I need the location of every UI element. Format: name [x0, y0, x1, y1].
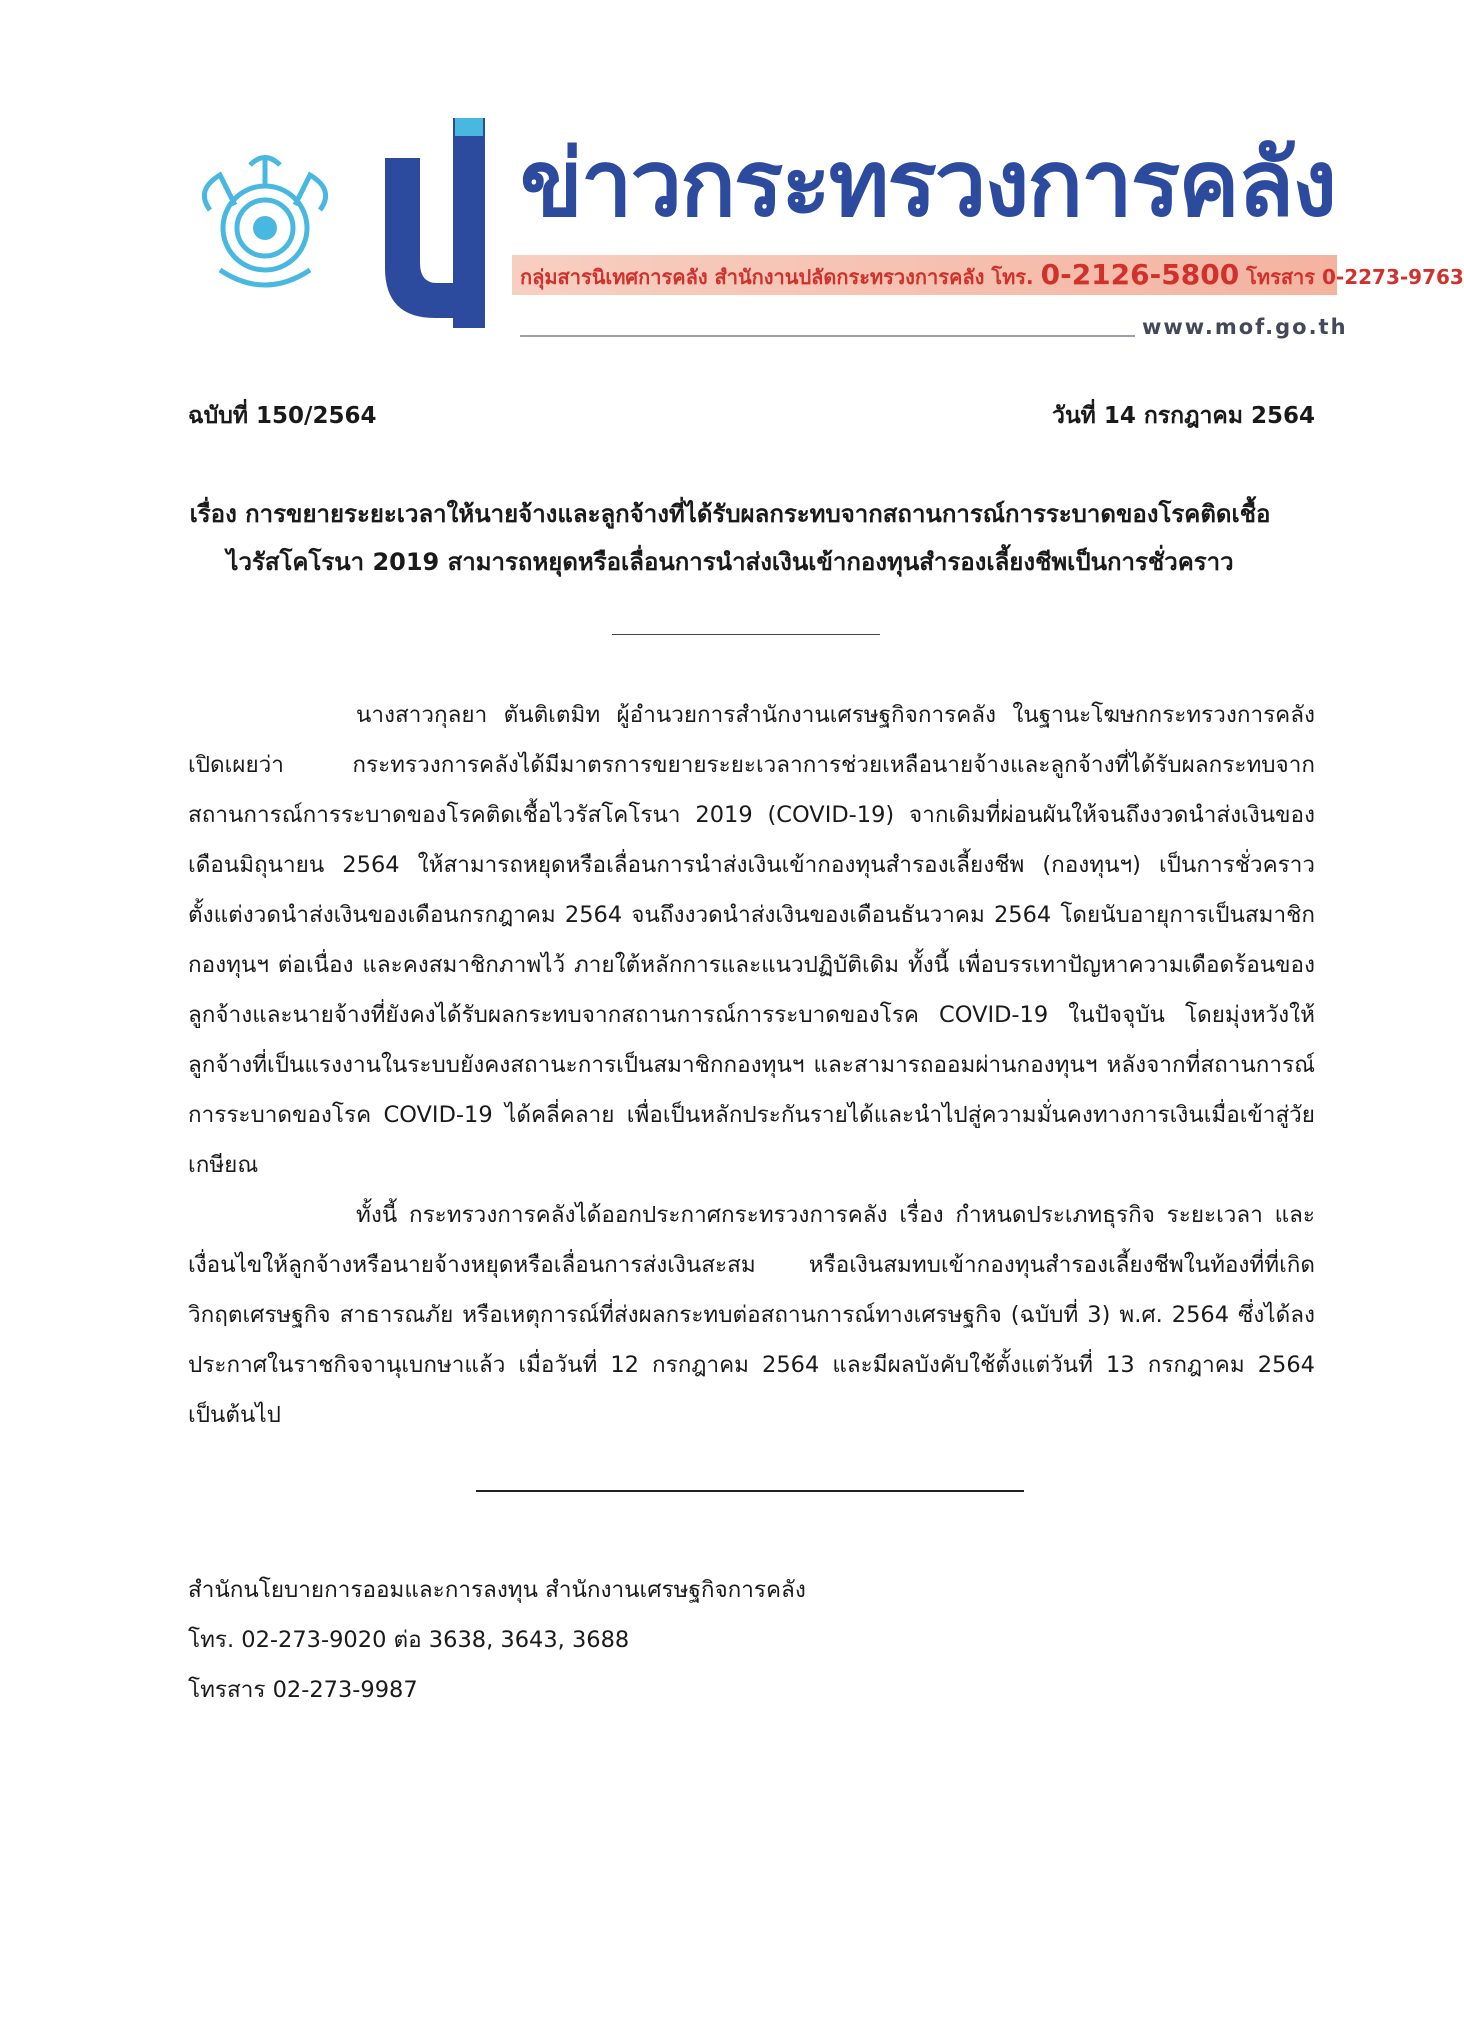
footer-office: สำนักนโยบายการออมและการลงทุน สำนักงานเศรษฐกิจการคลัง — [188, 1577, 806, 1603]
masthead-tel-label: โทร. — [991, 265, 1034, 289]
masthead-tel-number: 0-2126-5800 — [1040, 258, 1240, 291]
masthead-website: www.mof.go.th — [1142, 315, 1348, 339]
subject-line-1: เรื่อง การขยายระยะเวลาให้นายจ้างและลูกจ้างที่ได้รับผลกระทบจากสถานการณ์การระบาดของโรคติดเชื้อ — [189, 500, 1271, 528]
masthead-divider — [520, 335, 1135, 337]
masthead-org: กลุ่มสารนิเทศการคลัง สำนักงานปลัดกระทรวงการคลัง — [520, 265, 985, 289]
subject-heading — [150, 490, 1310, 586]
end-divider — [476, 1490, 1024, 1492]
article-body — [188, 690, 1315, 1440]
paragraph-1: นางสาวกุลยา ตันติเตมิท ผู้อำนวยการสำนักงานเศรษฐกิจการคลัง ในฐานะโฆษกกระทรวงการคลังเปิดเผยว่า กระทรวงการคลังได้มีมาตรการขยายระยะเวลาการช่วยเหลือนายจ้างและลูกจ้างที่ได้รับผลกระทบจากสถานการณ์การระบาดของโรคติดเชื้อไวรัสโคโรนา 2019 (COVID-19) จากเดิมที่ผ่อนผันให้จนถึงงวดนำส่งเงินของเดือนมิถุนายน 2564 ให้สามารถหยุดหรือเลื่อนการนำส่งเงินเข้ากองทุนสำรองเลี้ยงชีพ (กองทุนฯ) เป็นการชั่วคราว ตั้งแต่งวดนำส่งเงินของเดือนกรกฎาคม 2564 จนถึงงวดนำส่งเงินของเดือนธันวาคม 2564 โดยนับอายุการเป็นสมาชิกกองทุนฯ ต่อเนื่อง และคงสมาชิกภาพไว้ ภายใต้หลักการและแนวปฏิบัติเดิม ทั้งนี้ เพื่อบรรเทาปัญหาความเดือดร้อนของลูกจ้างและนายจ้างที่ยังคงได้รับผลกระทบจากสถานการณ์การระบาดของโรค COVID-19 ในปัจจุบัน โดยมุ่งหวังให้ลูกจ้างที่เป็นแรงงานในระบบยังคงสถานะการเป็นสมาชิกกองทุนฯ และสามารถออมผ่านกองทุนฯ หลังจากที่สถานการณ์การระบาดของโรค COVID-19 ได้คลี่คลาย เพื่อเป็นหลักประกันรายได้และนำไปสู่ความมั่นคงทางการเงินเมื่อเข้าสู่วัยเกษียณ — [188, 702, 1315, 1178]
contact-footer — [188, 1565, 806, 1715]
issue-number: ฉบับที่ 150/2564 — [188, 403, 377, 429]
masthead — [190, 110, 1464, 340]
masthead-fax-number: 0-2273-9763 — [1321, 265, 1464, 289]
masthead-fax-label: โทรสาร — [1246, 265, 1316, 289]
subject-divider — [612, 634, 880, 635]
masthead-logo-mark — [385, 118, 505, 328]
subject-line-2: ไวรัสโคโรนา 2019 สามารถหยุดหรือเลื่อนการนำส่งเงินเข้ากองทุนสำรองเลี้ยงชีพเป็นการชั่วคราว — [226, 548, 1234, 576]
footer-phone: โทร. 02-273-9020 ต่อ 3638, 3643, 3688 — [188, 1627, 630, 1653]
masthead-contact-bar — [512, 255, 1464, 295]
paragraph-2: ทั้งนี้ กระทรวงการคลังได้ออกประกาศกระทรวงการคลัง เรื่อง กำหนดประเภทธุรกิจ ระยะเวลา และเงื่อนไขให้ลูกจ้างหรือนายจ้างหยุดหรือเลื่อนการส่งเงินสะสม หรือเงินสมทบเข้ากองทุนสำรองเลี้ยงชีพในท้องที่ที่เกิดวิกฤตเศรษฐกิจ สาธารณภัย หรือเหตุการณ์ที่ส่งผลกระทบต่อสถานการณ์ทางเศรษฐกิจ (ฉบับที่ 3) พ.ศ. 2564 ซึ่งได้ลงประกาศในราชกิจจานุเบกษาแล้ว เมื่อวันที่ 12 กรกฎาคม 2564 และมีผลบังคับใช้ตั้งแต่วันที่ 13 กรกฎาคม 2564 เป็นต้นไป — [188, 1202, 1315, 1428]
masthead-title: ข่าวกระทรวงการคลัง — [520, 130, 1336, 237]
footer-fax: โทรสาร 02-273-9987 — [188, 1677, 418, 1703]
issue-date: วันที่ 14 กรกฎาคม 2564 — [1052, 403, 1315, 429]
garuda-emblem-icon — [190, 150, 340, 300]
